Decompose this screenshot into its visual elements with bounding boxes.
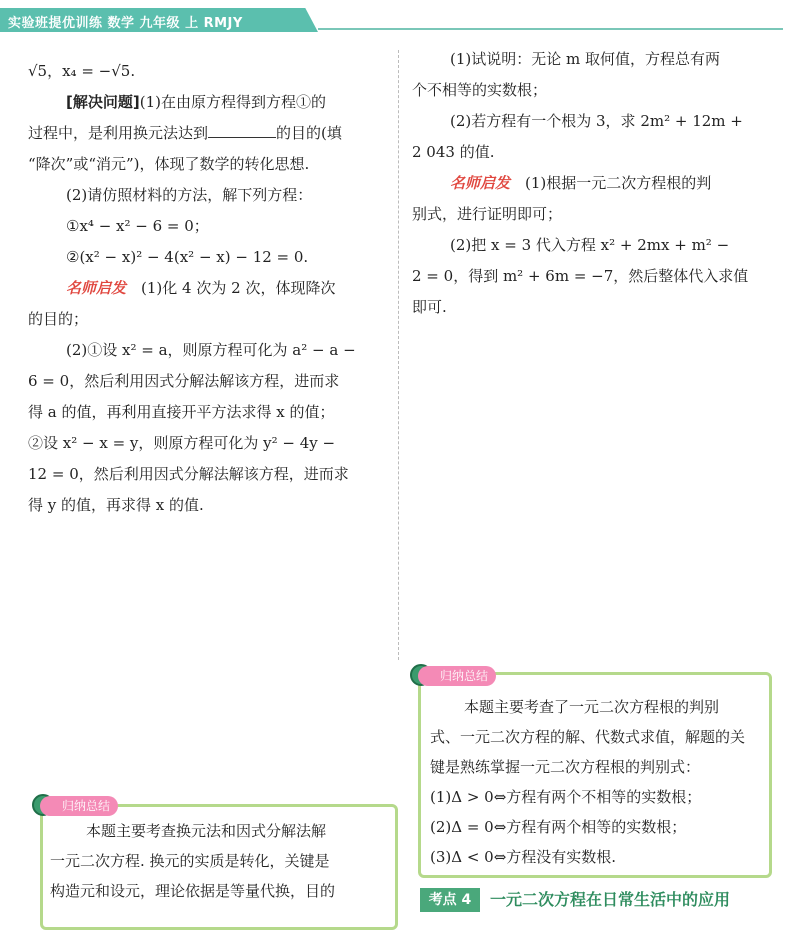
solve-q1a-text: (1)在由原方程得到方程①的 xyxy=(139,93,326,111)
left-column xyxy=(28,56,390,521)
summary-right-l6: (3)Δ < 0⇔方程没有实数根. xyxy=(430,848,617,866)
summary-left-l1: 本题主要考查换元法和因式分解法解 xyxy=(86,822,327,840)
solve-q1b-pre: 过程中，是利用换元法达到 xyxy=(28,124,209,142)
right-column xyxy=(412,44,784,323)
solve-question-1c: “降次”或“消元”)，体现了数学的转化思想. xyxy=(28,155,310,173)
equation-2: ②(x² − x)² − 4(x² − x) − 12 = 0. xyxy=(66,248,309,266)
solution-continuation: √5，x₄ = −√5. xyxy=(28,62,136,80)
question-1b: 个不相等的实数根； xyxy=(412,81,548,99)
right-hint-l1-text: (1)根据一元二次方程根的判 xyxy=(525,174,712,192)
hint-line-7: 12 = 0，然后利用因式分解法解该方程，进而求 xyxy=(28,465,349,483)
summary-right-l1: 本题主要考查了一元二次方程根的判别 xyxy=(464,698,720,716)
solve-label: [解决问题] xyxy=(66,93,140,111)
question-1: (1)试说明：无论 m 取何值，方程总有两 xyxy=(450,50,721,68)
summary-right-l5: (2)Δ = 0⇔方程有两个相等的实数根； xyxy=(430,818,687,836)
summary-tag-right: 归纳总结 xyxy=(418,666,496,686)
summary-left-l3: 构造元和设元，理论依据是等量代换，目的 xyxy=(50,882,336,900)
solve-question-2: (2)请仿照材料的方法，解下列方程： xyxy=(66,186,313,204)
right-hint-line-3: (2)把 x = 3 代入方程 x² + 2mx + m² − xyxy=(450,236,730,254)
header-rule xyxy=(318,28,783,30)
right-hint-line-1 xyxy=(412,168,784,199)
hint-line-3: (2)①设 x² = a，则原方程可化为 a² − a − xyxy=(66,341,356,359)
column-divider xyxy=(398,50,399,660)
summary-tag-left: 归纳总结 xyxy=(40,796,118,816)
right-hint-line-4: 2 = 0，得到 m² + 6m = −7，然后整体代入求值 xyxy=(412,267,749,285)
solve-question-1b xyxy=(28,118,390,149)
question-2b: 2 043 的值. xyxy=(412,143,495,161)
summary-text-right xyxy=(430,692,766,872)
hint-line-4: 6 = 0，然后利用因式分解法解该方程，进而求 xyxy=(28,372,340,390)
section-tag: 考点 4 xyxy=(420,888,480,912)
hint-line-8: 得 y 的值，再求得 x 的值. xyxy=(28,496,204,514)
right-hint-line-2: 别式，进行证明即可； xyxy=(412,205,563,223)
equation-1: ①x⁴ − x² − 6 = 0； xyxy=(66,217,209,235)
hint-line-2: 的目的； xyxy=(28,310,89,328)
page-header-title: 实验班提优训练 数学 九年级 上 RMJY xyxy=(8,16,243,31)
summary-left-l2: 一元二次方程. 换元的实质是转化，关键是 xyxy=(50,852,330,870)
right-hint-label: 名师启发 xyxy=(450,174,511,192)
summary-right-l4: (1)Δ > 0⇔方程有两个不相等的实数根； xyxy=(430,788,702,806)
summary-right-l2: 式、一元二次方程的解、代数式求值，解题的关 xyxy=(430,728,746,746)
question-2: (2)若方程有一个根为 3，求 2m² + 12m + xyxy=(450,112,743,130)
hint-l1-text: (1)化 4 次为 2 次，体现降次 xyxy=(141,279,336,297)
hint-line-1 xyxy=(28,273,390,304)
summary-text-left xyxy=(50,816,390,906)
hint-label: 名师启发 xyxy=(66,279,127,297)
hint-line-5: 得 a 的值，再利用直接开平方法求得 x 的值； xyxy=(28,403,335,421)
summary-right-l3: 键是熟练掌握一元二次方程根的判别式： xyxy=(430,758,701,776)
solve-question-1a xyxy=(28,87,390,118)
solve-q1b-post: 的目的(填 xyxy=(276,124,342,142)
right-hint-line-5: 即可. xyxy=(412,298,447,316)
answer-blank[interactable] xyxy=(208,123,276,138)
section-title: 一元二次方程在日常生活中的应用 xyxy=(490,890,731,909)
hint-line-6: ②设 x² − x = y，则原方程可化为 y² − 4y − xyxy=(28,434,336,452)
